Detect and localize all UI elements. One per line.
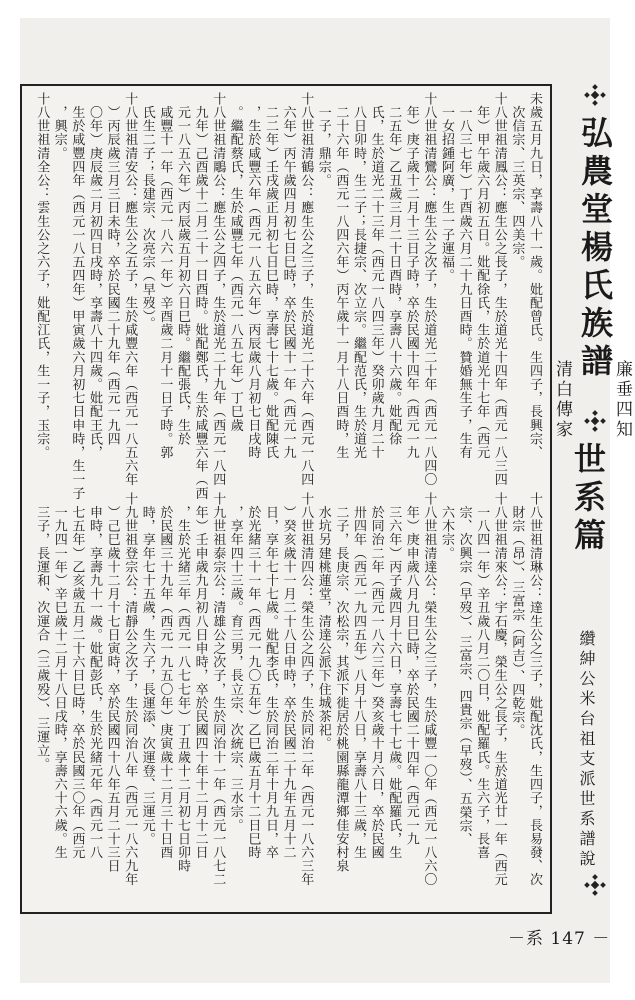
text-column: 三六年）丙子歲四月十六日，享壽七十七歲。妣配羅氏，生 <box>386 492 402 860</box>
text-column: 一八四一年）辛丑歲八月二〇日，妣配羅氏。生六子，長喜 <box>474 492 490 860</box>
text-column: 日，享年七十七歲。妣配李氏，生於同治二年十月九日，卒 <box>263 492 278 860</box>
text-column: 生於咸豐四年（西元一八五四年）甲寅歲六月初七日申時，生一子 <box>69 92 85 500</box>
text-column: 財宗（昂）、三富宗（阿吉）、四乾宗。 <box>509 492 525 738</box>
text-column: ，生於咸豐六年（西元一八五六年）丙辰歲八月初七日戌時 <box>245 92 261 460</box>
text-column: 六木宗。 <box>439 492 454 560</box>
text-column: 氏，生於道光二十三年（西元一八四三年）癸卯歲九月二十 <box>368 92 384 460</box>
text-column: 於民國三十九年（西元一九五〇年）庚寅歲十二月三十日酉 <box>157 492 173 860</box>
text-column: 一子，鼎宗。 <box>315 92 331 188</box>
text-column: 申時，享壽九十一歲。妣配彭氏，生於光緒元年（西元一八 <box>87 492 102 860</box>
text-column: 未歲五月九日，享壽八十一歲。妣配曾氏。生四子，長興宗、 <box>527 92 542 460</box>
text-column: 一九四一年）辛巳歲十二月十八日戌時，享壽六十六歲。生 <box>51 492 67 860</box>
text-column: 三子，長運和、次運合（三歲殁）、三運立。 <box>34 492 50 772</box>
text-column: 十八世祖清鸞公：應生公之次子，生於道光二十年（西元一八四〇 <box>421 92 437 487</box>
text-column: 十八世祖清琳公：達生公之三子，妣配沈氏，生四子，長易發、次 <box>527 492 542 887</box>
lineage-note: 纘紳公米台祖支派世系譜說 <box>577 630 596 870</box>
text-column: 十八世祖清達公：榮生公之三子，生於咸豐一〇年（西元一八六〇 <box>421 492 437 887</box>
text-column: 元一八五六年）丙辰歲五月初六日巳時。繼配張氏，生於 <box>175 92 190 446</box>
text-column: 氏生二子；長建宗、次亮宗（早歿）。 <box>139 92 155 331</box>
text-column: 年）甲午歲六月初五日。妣配徐氏，生於道光十七年（西元 <box>474 92 490 460</box>
text-column: 〇年）庚辰歲二月初四日戌時，享壽八十四歲。妣配王氏， <box>87 92 102 460</box>
ornament-top-icon <box>584 84 606 106</box>
text-column: 七五年）乙亥歲五月二十六日巳時，卒於民國三〇年（西元 <box>69 492 85 860</box>
text-column: ）癸亥歲十一月二十八日申時，卒於民國二十九年五月十二 <box>280 492 296 860</box>
text-column: 年）庚子歲十二月十三日子時，卒於民國十四年（西元一九 <box>403 92 419 460</box>
text-column: 十八世祖清全公：雲生公之六子，妣配江氏，生一子，玉宗。 <box>34 92 50 460</box>
text-column: ）己巳歲十二月十七日寅時，卒於民國四十八年五月二十三日 <box>104 492 120 873</box>
text-column: 時，享年七十五歲，生六子，長運添、次運登、三運元。 <box>139 492 155 846</box>
text-column: 二子，長庚宗、次松宗，其派下徙居於桃園縣龍潭鄉佳安村泉 <box>333 492 349 873</box>
motto-line-2: 清白傳家 <box>552 360 572 440</box>
page-number: －系 147 － <box>508 929 611 949</box>
text-column: 水坑另建桃蓮堂，清達公派下住城茶祀。 <box>315 492 331 751</box>
section-title: 世系篇 <box>569 442 607 556</box>
text-column: 六年）丙午歲四月初七日巳時，卒於民國十一年（西元一九 <box>280 92 296 460</box>
text-column: 二十六年（西元一八四六年）丙午歲十一月十八日酉時，生 <box>333 92 349 460</box>
text-column: ，享年四十三歲。育三男，長立宗、次統宗、三水宗。 <box>227 492 243 832</box>
text-column: 十八世祖清四公：榮生公之四子，生於同治二年（西元一八六三年 <box>298 492 314 887</box>
text-column: 十九世祖泰宗公：清雄公之次子，生於同治十一年（西元一八七二 <box>210 492 226 887</box>
text-column: ，生於光緒三年（西元一八七七年）丁丑歲十二月初七日卯時 <box>175 492 190 873</box>
text-column: 二五年）乙丑歲三月二十日酉時，享壽八十六歲。妣配徐 <box>386 92 402 446</box>
genealogy-title: 弘農堂楊氏族譜 <box>576 116 614 382</box>
text-column: 十八世祖清安公：應生公之五子，生於咸豐六年（西元一八五六年 <box>122 92 138 487</box>
text-column: 十八世祖清來公：宇石慶，榮生公之長子，生於道光廿一年（西元 <box>491 492 507 887</box>
text-column: 八日卯時，生二子；長捷宗、次立宗。繼配范氏，生於道光 <box>351 92 366 460</box>
text-column: 一八三七年）丁酉歲六月二十九日酉時。贊婚無生子，生有 <box>456 92 472 460</box>
text-column: 十八世祖清鶴公：應生公之三子，生於道光二十六年（西元一八四 <box>298 92 314 487</box>
text-column: 年）庚申歲八月九日巳時，卒於民國二十四年（西元一九 <box>403 492 419 846</box>
text-column: ，興宗。 <box>51 92 67 160</box>
text-column: 咸豐十一年（西元一八六一年）辛酉歲二月十一日子時。郭 <box>157 92 173 460</box>
text-column: 一女招鍾阿廣，生一子運福。 <box>439 92 454 283</box>
text-column: 二二年）壬戌歲正月初七日巳時，享壽七十七歲。妣配陳氏 <box>263 92 278 460</box>
text-column: 次信宗、三英宗、四美宗。 <box>509 92 525 269</box>
text-column: ）丙辰歲三月三日未時，卒於民國二十九年（西元一九四 <box>104 92 120 446</box>
ornament-bottom-icon <box>584 874 606 896</box>
text-column: 十九世祖登宗公：清靜公之次子，生於同治八年（西元一八六九年 <box>122 492 138 887</box>
text-column: 十八世祖清鵰公：應生公之四子，生於道光二十九年（西元一八四 <box>210 92 226 487</box>
text-column: 九年）己酉歲十二月二十一日酉時。妣配鄭氏，生於咸豐六年（西 <box>192 92 208 500</box>
text-column: 卅四年（西元一九四五年）八月十八日，享壽八十三歲，生 <box>351 492 366 860</box>
text-column: 於同治二年（西元一八六三年）癸亥歲十月六日，卒於民國 <box>368 492 384 860</box>
text-column: 十八世祖清鳳公：應生公之長子，生於道光十四年（西元一八三四 <box>491 92 507 487</box>
motto-line-1: 廉垂四知 <box>612 360 632 440</box>
text-column: 於光緒三十一年（西元一九〇五年）乙巳歲五月十二日巳時 <box>245 492 261 860</box>
text-column: 年）壬申歲九月初八日申時，卒於民國四十年十二月十二日 <box>192 492 208 860</box>
text-column: 。繼配蔡氏，生於咸豐七年（西元一八五七年）丁巳歲 <box>227 92 243 432</box>
text-column: 宗、次興宗（早歿）、三富宗、四貴宗（早歿）、五榮宗、 <box>456 492 472 847</box>
